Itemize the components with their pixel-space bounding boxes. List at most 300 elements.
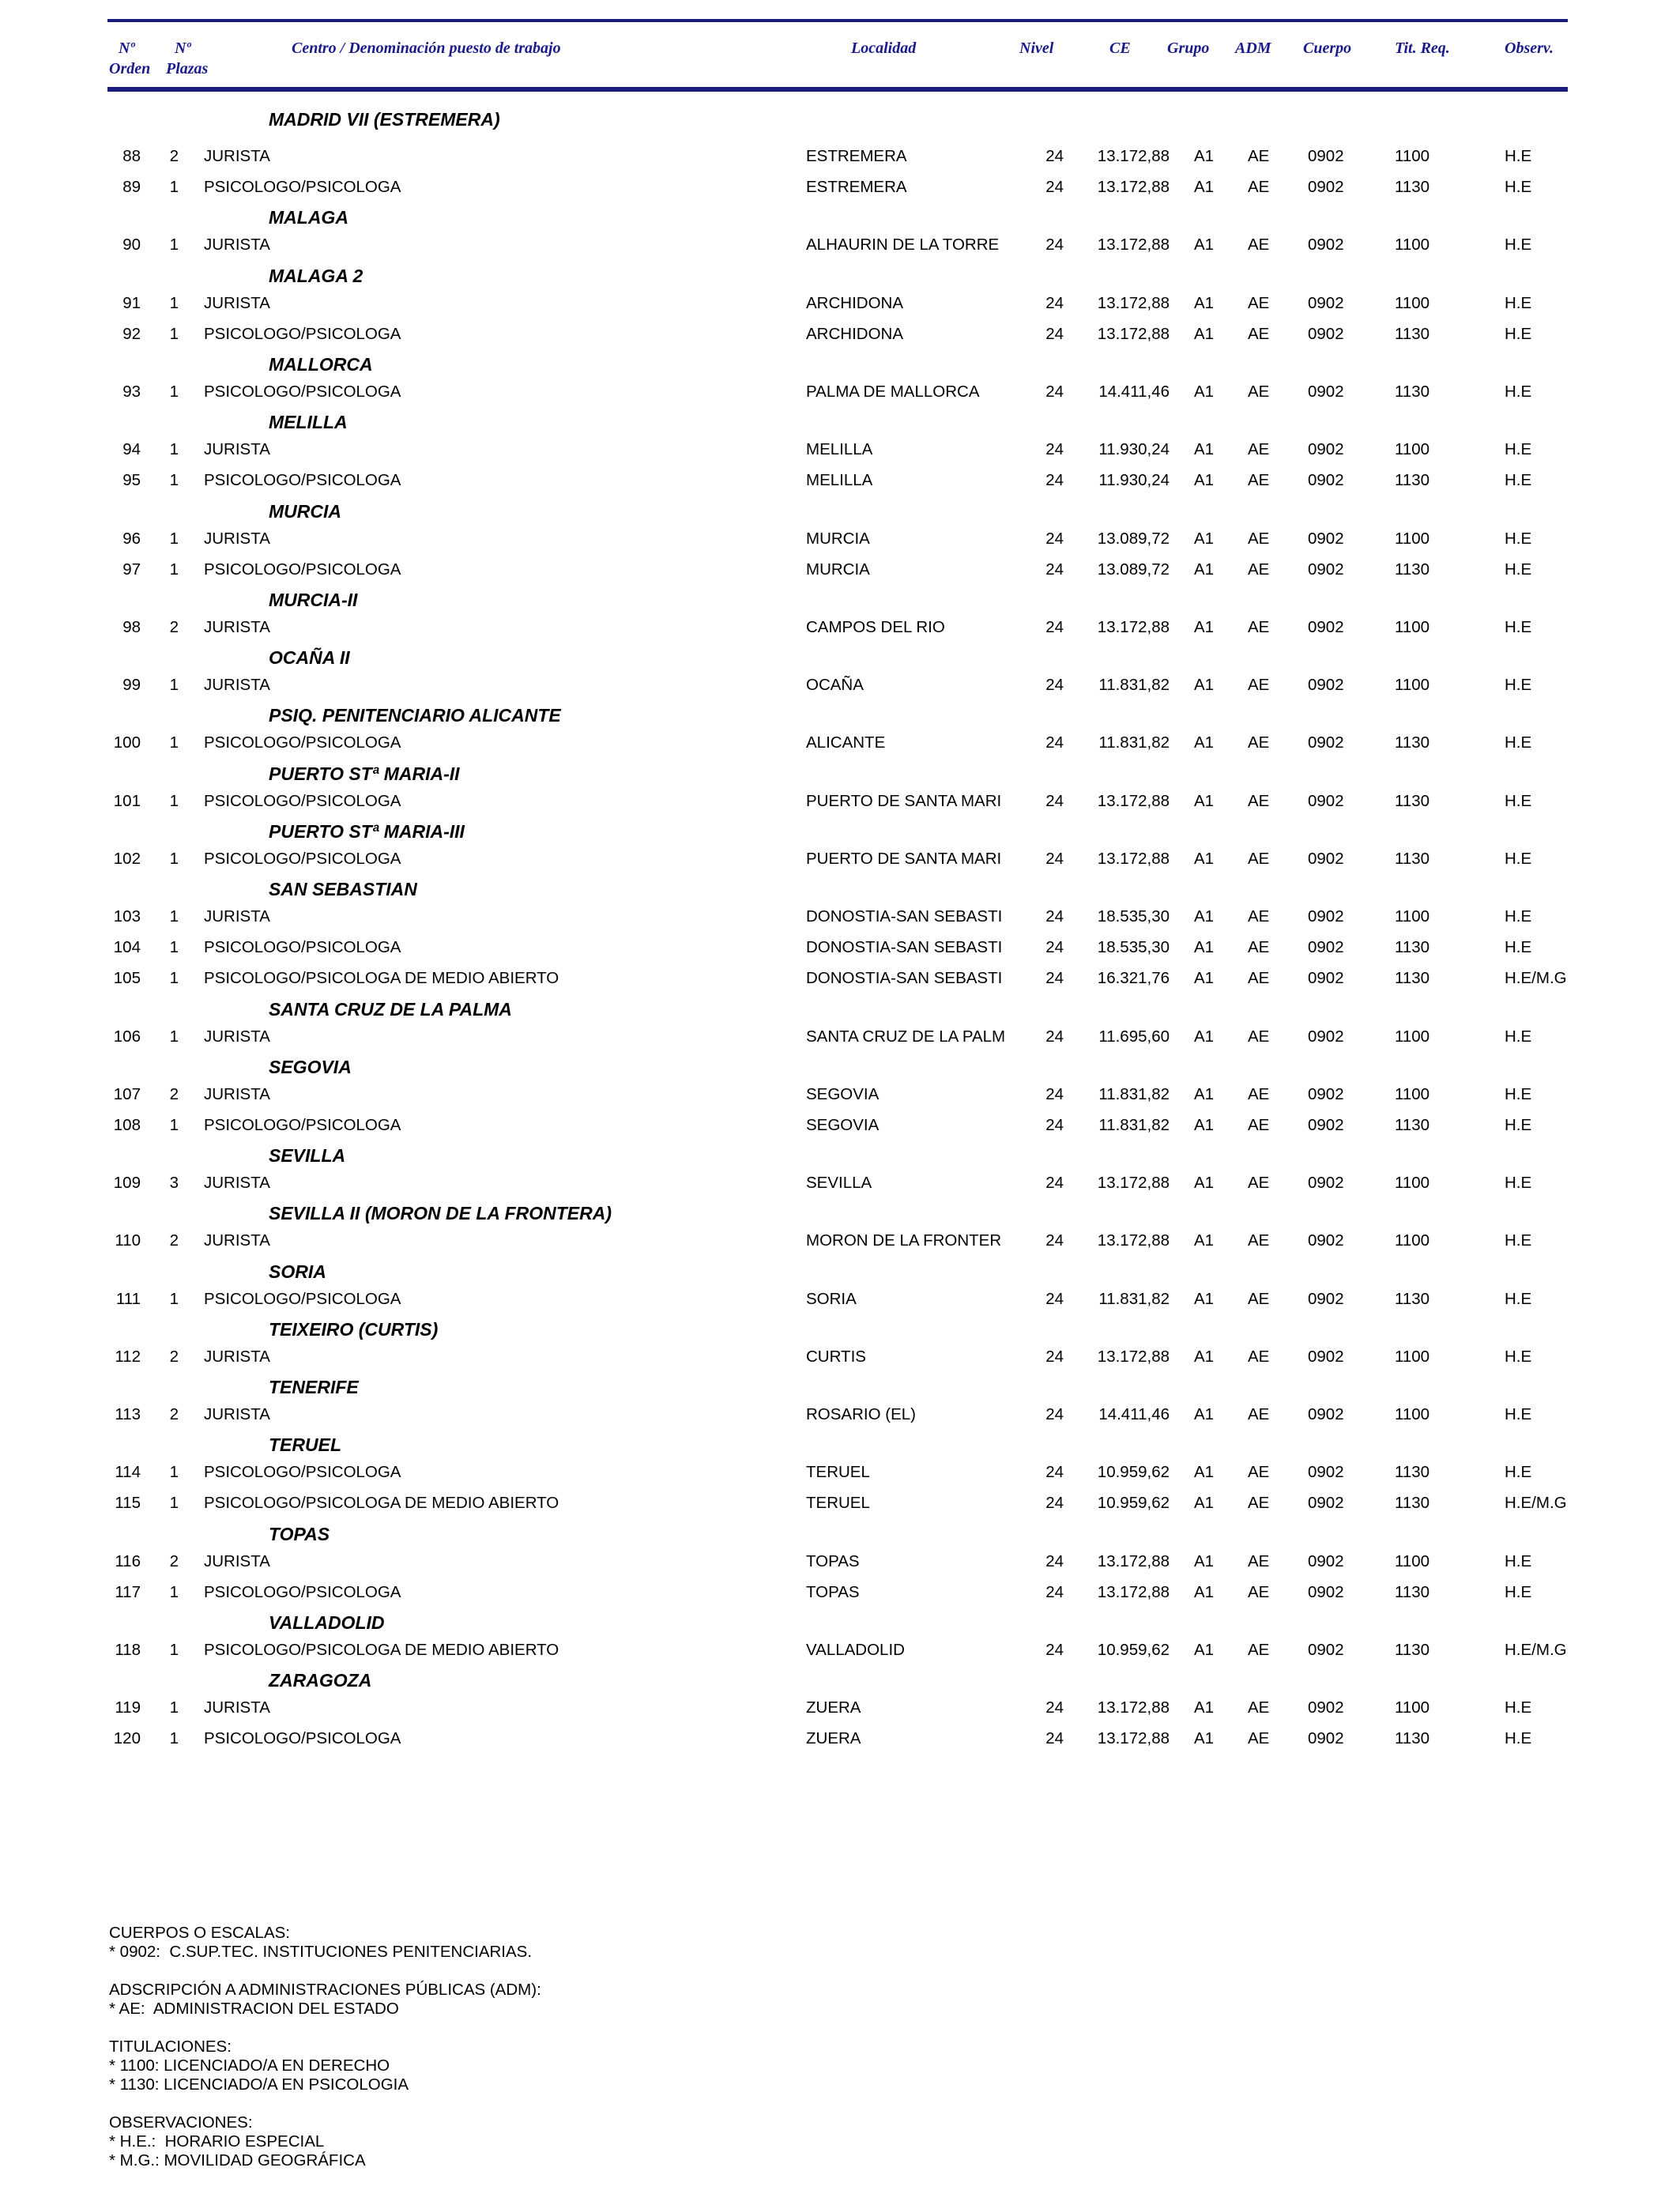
cell-tit: 1130 — [1395, 969, 1430, 988]
cell-observ: H.E — [1505, 471, 1532, 490]
cell-plazas: 2 — [169, 1084, 179, 1103]
cell-localidad: ALICANTE — [806, 733, 886, 752]
cell-ce: 13.172,88 — [1097, 324, 1170, 343]
cell-plazas: 1 — [169, 1494, 179, 1513]
cell-orden: 120 — [113, 1729, 141, 1748]
cell-orden: 90 — [122, 236, 141, 254]
col-header-adm: ADM — [1235, 40, 1271, 57]
cell-cuerpo: 0902 — [1308, 618, 1344, 636]
cell-grupo: A1 — [1194, 733, 1215, 752]
cell-grupo: A1 — [1194, 1551, 1215, 1570]
cell-nivel: 24 — [1045, 178, 1064, 197]
cell-cuerpo: 0902 — [1308, 1551, 1344, 1570]
cell-ce: 16.321,76 — [1097, 969, 1170, 988]
cell-nivel: 24 — [1045, 1641, 1064, 1659]
col-header-plazas-line2: Plazas — [166, 60, 209, 77]
cell-observ: H.E — [1505, 1116, 1532, 1134]
center-title: SAN SEBASTIAN — [269, 879, 417, 899]
cell-observ: H.E — [1505, 324, 1532, 343]
cell-adm: AE — [1248, 1027, 1270, 1046]
cell-puesto: JURISTA — [204, 1084, 270, 1103]
cell-tit: 1130 — [1395, 178, 1430, 197]
cell-adm: AE — [1248, 178, 1270, 197]
legend — [109, 1924, 541, 2189]
cell-grupo: A1 — [1194, 324, 1215, 343]
cell-observ: H.E — [1505, 1698, 1532, 1717]
cell-adm: AE — [1248, 618, 1270, 636]
cell-grupo: A1 — [1194, 178, 1215, 197]
cell-tit: 1130 — [1395, 938, 1430, 957]
center-title: TEIXEIRO (CURTIS) — [269, 1318, 439, 1340]
cell-tit: 1130 — [1395, 1463, 1430, 1482]
cell-adm: AE — [1248, 529, 1270, 548]
legend-entry: * 1130: LICENCIADO/A EN PSICOLOGIA — [109, 2075, 409, 2094]
cell-ce: 18.535,30 — [1097, 938, 1170, 957]
cell-adm: AE — [1248, 849, 1270, 868]
cell-tit: 1130 — [1395, 471, 1430, 490]
cell-grupo: A1 — [1194, 1116, 1215, 1134]
cell-cuerpo: 0902 — [1308, 1494, 1344, 1513]
cell-orden: 97 — [122, 560, 141, 579]
legend-block — [109, 1924, 541, 1962]
cell-orden: 96 — [122, 529, 141, 548]
cell-nivel: 24 — [1045, 969, 1064, 988]
cell-grupo: A1 — [1194, 383, 1215, 401]
cell-plazas: 1 — [169, 529, 179, 548]
cell-grupo: A1 — [1194, 907, 1215, 925]
cell-ce: 10.959,62 — [1097, 1641, 1170, 1659]
cell-puesto: PSICOLOGO/PSICOLOGA — [204, 1116, 401, 1134]
cell-nivel: 24 — [1045, 1231, 1064, 1250]
cell-cuerpo: 0902 — [1308, 1116, 1344, 1134]
cell-adm: AE — [1248, 293, 1270, 312]
cell-tit: 1100 — [1395, 618, 1430, 636]
cell-observ: H.E — [1505, 440, 1532, 459]
cell-grupo: A1 — [1194, 1641, 1215, 1659]
cell-adm: AE — [1248, 1347, 1270, 1366]
cell-cuerpo: 0902 — [1308, 907, 1344, 925]
cell-ce: 14.411,46 — [1098, 383, 1170, 401]
cell-nivel: 24 — [1045, 529, 1064, 548]
cell-cuerpo: 0902 — [1308, 1347, 1344, 1366]
center-title: MURCIA-II — [269, 590, 358, 610]
cell-localidad: MELILLA — [806, 471, 873, 490]
cell-plazas: 1 — [169, 324, 179, 343]
cell-orden: 108 — [113, 1116, 141, 1134]
cell-orden: 99 — [122, 676, 141, 695]
cell-tit: 1100 — [1395, 1347, 1430, 1366]
center-title: MURCIA — [269, 500, 341, 522]
cell-puesto: JURISTA — [204, 440, 270, 459]
cell-localidad: PUERTO DE SANTA MARI — [806, 791, 1002, 810]
cell-cuerpo: 0902 — [1308, 733, 1344, 752]
cell-cuerpo: 0902 — [1308, 969, 1344, 988]
cell-ce: 18.535,30 — [1097, 907, 1170, 925]
cell-tit: 1100 — [1395, 147, 1430, 165]
center-title: SEVILLA II (MORON DE LA FRONTERA) — [269, 1203, 612, 1224]
cell-puesto: PSICOLOGO/PSICOLOGA — [204, 1289, 401, 1308]
cell-observ: H.E/M.G — [1505, 1641, 1567, 1659]
legend-entry: * M.G.: MOVILIDAD GEOGRÁFICA — [109, 2151, 366, 2169]
col-header-orden-line1: Nº — [119, 40, 135, 57]
cell-ce: 13.172,88 — [1097, 1174, 1170, 1193]
cell-localidad: OCAÑA — [806, 676, 864, 695]
cell-observ: H.E — [1505, 1405, 1532, 1423]
cell-plazas: 3 — [169, 1174, 179, 1193]
col-header-orden-line2: Orden — [109, 60, 151, 77]
cell-nivel: 24 — [1045, 849, 1064, 868]
cell-grupo: A1 — [1194, 471, 1215, 490]
cell-puesto: PSICOLOGO/PSICOLOGA — [204, 1729, 401, 1748]
cell-puesto: PSICOLOGO/PSICOLOGA — [204, 560, 401, 579]
cell-adm: AE — [1248, 1289, 1270, 1308]
cell-cuerpo: 0902 — [1308, 676, 1344, 695]
cell-localidad: PALMA DE MALLORCA — [806, 383, 980, 401]
cell-observ: H.E — [1505, 1231, 1532, 1250]
cell-tit: 1130 — [1395, 1494, 1430, 1513]
cell-orden: 110 — [115, 1231, 141, 1250]
cell-plazas: 1 — [169, 1698, 179, 1717]
cell-puesto: PSICOLOGO/PSICOLOGA — [204, 1463, 401, 1482]
legend-heading: TITULACIONES: — [109, 2038, 232, 2056]
cell-adm: AE — [1248, 471, 1270, 490]
col-header-tit-req: Tit. Req. — [1395, 40, 1450, 57]
cell-grupo: A1 — [1194, 1494, 1215, 1513]
cell-cuerpo: 0902 — [1308, 440, 1344, 459]
cell-tit: 1100 — [1395, 1027, 1430, 1046]
cell-tit: 1130 — [1395, 324, 1430, 343]
legend-entry: * 1100: LICENCIADO/A EN DERECHO — [109, 2056, 390, 2075]
cell-observ: H.E — [1505, 733, 1532, 752]
cell-grupo: A1 — [1194, 676, 1215, 695]
cell-observ: H.E — [1505, 293, 1532, 312]
cell-adm: AE — [1248, 938, 1270, 957]
cell-nivel: 24 — [1045, 1084, 1064, 1103]
cell-grupo: A1 — [1194, 849, 1215, 868]
cell-orden: 95 — [122, 471, 141, 490]
cell-puesto: PSICOLOGO/PSICOLOGA — [204, 791, 401, 810]
cell-tit: 1130 — [1395, 1582, 1430, 1601]
legend-heading: OBSERVACIONES: — [109, 2113, 253, 2132]
center-title: TENERIFE — [269, 1377, 359, 1397]
cell-adm: AE — [1248, 791, 1270, 810]
cell-nivel: 24 — [1045, 440, 1064, 459]
cell-nivel: 24 — [1045, 1551, 1064, 1570]
center-title: SORIA — [269, 1261, 326, 1282]
cell-localidad: ZUERA — [806, 1729, 861, 1748]
cell-orden: 91 — [122, 293, 141, 312]
cell-observ: H.E — [1505, 529, 1532, 548]
cell-orden: 116 — [115, 1551, 141, 1570]
cell-ce: 13.172,88 — [1097, 1582, 1170, 1601]
cell-observ: H.E — [1505, 236, 1532, 254]
cell-tit: 1100 — [1395, 440, 1430, 459]
cell-localidad: SANTA CRUZ DE LA PALM — [806, 1027, 1006, 1046]
cell-nivel: 24 — [1045, 733, 1064, 752]
cell-localidad: ZUERA — [806, 1698, 861, 1717]
cell-observ: H.E — [1505, 1289, 1532, 1308]
center-title: SANTA CRUZ DE LA PALMA — [269, 998, 512, 1020]
cell-adm: AE — [1248, 1641, 1270, 1659]
cell-tit: 1100 — [1395, 1174, 1430, 1193]
cell-localidad: ALHAURIN DE LA TORRE — [806, 236, 1000, 254]
cell-puesto: PSICOLOGO/PSICOLOGA — [204, 733, 401, 752]
cell-observ: H.E — [1505, 383, 1532, 401]
cell-grupo: A1 — [1194, 1347, 1215, 1366]
cell-grupo: A1 — [1194, 1174, 1215, 1193]
cell-plazas: 1 — [169, 383, 179, 401]
cell-observ: H.E — [1505, 618, 1532, 636]
cell-localidad: ESTREMERA — [806, 178, 907, 197]
cell-adm: AE — [1248, 440, 1270, 459]
cell-ce: 11.831,82 — [1098, 1084, 1170, 1103]
cell-orden: 107 — [113, 1084, 141, 1103]
cell-ce: 13.172,88 — [1097, 791, 1170, 810]
cell-nivel: 24 — [1045, 560, 1064, 579]
cell-plazas: 1 — [169, 560, 179, 579]
cell-observ: H.E — [1505, 849, 1532, 868]
cell-tit: 1100 — [1395, 293, 1430, 312]
cell-localidad: SEGOVIA — [806, 1116, 880, 1134]
cell-puesto: JURISTA — [204, 618, 270, 636]
cell-plazas: 2 — [169, 1551, 179, 1570]
cell-ce: 13.172,88 — [1097, 1347, 1170, 1366]
cell-observ: H.E — [1505, 1084, 1532, 1103]
cell-tit: 1100 — [1395, 676, 1430, 695]
cell-tit: 1100 — [1395, 1551, 1430, 1570]
cell-grupo: A1 — [1194, 618, 1215, 636]
center-title: MADRID VII (ESTREMERA) — [269, 109, 500, 130]
legend-heading: CUERPOS O ESCALAS: — [109, 1924, 290, 1942]
center-title: VALLADOLID — [269, 1612, 385, 1633]
cell-tit: 1130 — [1395, 791, 1430, 810]
cell-orden: 93 — [122, 383, 141, 401]
cell-puesto: PSICOLOGO/PSICOLOGA — [204, 471, 401, 490]
cell-orden: 88 — [122, 147, 141, 165]
cell-tit: 1130 — [1395, 849, 1430, 868]
cell-puesto: PSICOLOGO/PSICOLOGA DE MEDIO ABIERTO — [204, 1494, 559, 1513]
cell-plazas: 2 — [169, 618, 179, 636]
cell-tit: 1130 — [1395, 1116, 1430, 1134]
cell-localidad: ARCHIDONA — [806, 324, 904, 343]
cell-plazas: 2 — [169, 1347, 179, 1366]
cell-grupo: A1 — [1194, 1582, 1215, 1601]
center-title: MALLORCA — [269, 354, 373, 375]
cell-observ: H.E — [1505, 178, 1532, 197]
cell-ce: 13.172,88 — [1097, 849, 1170, 868]
cell-nivel: 24 — [1045, 1698, 1064, 1717]
cell-nivel: 24 — [1045, 1463, 1064, 1482]
cell-plazas: 1 — [169, 938, 179, 957]
cell-cuerpo: 0902 — [1308, 1463, 1344, 1482]
cell-cuerpo: 0902 — [1308, 1405, 1344, 1423]
center-title: SEGOVIA — [269, 1056, 352, 1077]
cell-plazas: 1 — [169, 236, 179, 254]
cell-ce: 11.831,82 — [1098, 676, 1170, 695]
center-title: ZARAGOZA — [269, 1670, 372, 1691]
cell-ce: 11.831,82 — [1098, 733, 1170, 752]
cell-plazas: 2 — [169, 147, 179, 165]
cell-nivel: 24 — [1045, 1174, 1064, 1193]
cell-cuerpo: 0902 — [1308, 938, 1344, 957]
cell-nivel: 24 — [1045, 383, 1064, 401]
cell-nivel: 24 — [1045, 1405, 1064, 1423]
legend-heading: ADSCRIPCIÓN A ADMINISTRACIONES PÚBLICAS (ADM): — [109, 1981, 541, 1999]
cell-orden: 114 — [115, 1463, 141, 1482]
cell-plazas: 2 — [169, 1405, 179, 1423]
cell-cuerpo: 0902 — [1308, 1289, 1344, 1308]
cell-ce: 11.930,24 — [1098, 440, 1170, 459]
cell-grupo: A1 — [1194, 791, 1215, 810]
cell-localidad: MORON DE LA FRONTER — [806, 1231, 1002, 1250]
cell-puesto: JURISTA — [204, 293, 270, 312]
center-title: MALAGA — [269, 207, 348, 228]
cell-observ: H.E — [1505, 1551, 1532, 1570]
legend-block — [109, 1981, 541, 2019]
cell-ce: 13.172,88 — [1097, 293, 1170, 312]
cell-observ: H.E — [1505, 1174, 1532, 1193]
cell-observ: H.E/M.G — [1505, 969, 1567, 988]
cell-observ: H.E — [1505, 791, 1532, 810]
cell-cuerpo: 0902 — [1308, 178, 1344, 197]
cell-localidad: SORIA — [806, 1289, 857, 1308]
cell-adm: AE — [1248, 1084, 1270, 1103]
cell-localidad: CURTIS — [806, 1347, 866, 1366]
cell-orden: 101 — [113, 791, 141, 810]
cell-localidad: MURCIA — [806, 560, 870, 579]
cell-adm: AE — [1248, 907, 1270, 925]
cell-orden: 94 — [122, 440, 141, 459]
cell-cuerpo: 0902 — [1308, 293, 1344, 312]
cell-localidad: TOPAS — [806, 1582, 860, 1601]
cell-orden: 89 — [122, 178, 141, 197]
cell-cuerpo: 0902 — [1308, 1174, 1344, 1193]
cell-nivel: 24 — [1045, 147, 1064, 165]
cell-nivel: 24 — [1045, 676, 1064, 695]
cell-observ: H.E — [1505, 1027, 1532, 1046]
cell-tit: 1100 — [1395, 1698, 1430, 1717]
cell-adm: AE — [1248, 383, 1270, 401]
cell-orden: 98 — [122, 618, 141, 636]
center-title: TERUEL — [269, 1434, 341, 1456]
legend-entry: * 0902: C.SUP.TEC. INSTITUCIONES PENITENCIARIAS. — [109, 1943, 533, 1961]
cell-grupo: A1 — [1194, 529, 1215, 548]
cell-puesto: PSICOLOGO/PSICOLOGA — [204, 849, 401, 868]
cell-grupo: A1 — [1194, 236, 1215, 254]
cell-observ: H.E — [1505, 1347, 1532, 1366]
cell-ce: 13.172,88 — [1097, 618, 1170, 636]
cell-grupo: A1 — [1194, 1231, 1215, 1250]
cell-observ: H.E — [1505, 676, 1532, 695]
cell-nivel: 24 — [1045, 1027, 1064, 1046]
cell-cuerpo: 0902 — [1308, 1231, 1344, 1250]
cell-nivel: 24 — [1045, 324, 1064, 343]
cell-observ: H.E — [1505, 1463, 1532, 1482]
cell-puesto: PSICOLOGO/PSICOLOGA DE MEDIO ABIERTO — [204, 1641, 559, 1659]
cell-puesto: PSICOLOGO/PSICOLOGA — [204, 178, 401, 197]
cell-adm: AE — [1248, 733, 1270, 752]
center-title: MALAGA 2 — [269, 265, 363, 286]
cell-grupo: A1 — [1194, 1698, 1215, 1717]
cell-cuerpo: 0902 — [1308, 236, 1344, 254]
cell-plazas: 1 — [169, 1729, 179, 1748]
cell-nivel: 24 — [1045, 907, 1064, 925]
cell-grupo: A1 — [1194, 560, 1215, 579]
cell-orden: 111 — [115, 1289, 141, 1308]
cell-adm: AE — [1248, 560, 1270, 579]
cell-puesto: JURISTA — [204, 1231, 270, 1250]
cell-cuerpo: 0902 — [1308, 1729, 1344, 1748]
cell-plazas: 1 — [169, 440, 179, 459]
cell-tit: 1130 — [1395, 383, 1430, 401]
cell-cuerpo: 0902 — [1308, 529, 1344, 548]
cell-tit: 1130 — [1395, 560, 1430, 579]
cell-cuerpo: 0902 — [1308, 324, 1344, 343]
cell-cuerpo: 0902 — [1308, 1084, 1344, 1103]
cell-nivel: 24 — [1045, 1289, 1064, 1308]
cell-orden: 118 — [115, 1641, 141, 1659]
cell-localidad: ROSARIO (EL) — [806, 1405, 916, 1423]
cell-localidad: TOPAS — [806, 1551, 860, 1570]
cell-puesto: JURISTA — [204, 147, 270, 165]
center-title: PUERTO STª MARIA-III — [269, 820, 465, 842]
cell-adm: AE — [1248, 969, 1270, 988]
cell-grupo: A1 — [1194, 969, 1215, 988]
cell-plazas: 1 — [169, 1582, 179, 1601]
cell-plazas: 1 — [169, 1289, 179, 1308]
cell-cuerpo: 0902 — [1308, 1641, 1344, 1659]
cell-nivel: 24 — [1045, 1582, 1064, 1601]
cell-cuerpo: 0902 — [1308, 383, 1344, 401]
cell-tit: 1130 — [1395, 1729, 1430, 1748]
cell-puesto: JURISTA — [204, 236, 270, 254]
cell-grupo: A1 — [1194, 1405, 1215, 1423]
cell-puesto: JURISTA — [204, 1347, 270, 1366]
col-header-localidad: Localidad — [851, 40, 917, 57]
cell-localidad: CAMPOS DEL RIO — [806, 618, 945, 636]
cell-nivel: 24 — [1045, 1347, 1064, 1366]
cell-plazas: 1 — [169, 1116, 179, 1134]
cell-tit: 1130 — [1395, 1641, 1430, 1659]
cell-puesto: JURISTA — [204, 1405, 270, 1423]
cell-ce: 10.959,62 — [1097, 1494, 1170, 1513]
cell-ce: 13.172,88 — [1097, 178, 1170, 197]
cell-plazas: 1 — [169, 791, 179, 810]
cell-puesto: JURISTA — [204, 529, 270, 548]
cell-plazas: 1 — [169, 733, 179, 752]
cell-ce: 13.172,88 — [1097, 1551, 1170, 1570]
cell-tit: 1100 — [1395, 907, 1430, 925]
cell-tit: 1100 — [1395, 1231, 1430, 1250]
cell-nivel: 24 — [1045, 293, 1064, 312]
cell-puesto: JURISTA — [204, 1551, 270, 1570]
col-header-orden — [109, 38, 151, 79]
cell-nivel: 24 — [1045, 791, 1064, 810]
cell-ce: 13.172,88 — [1097, 1698, 1170, 1717]
cell-tit: 1100 — [1395, 1405, 1430, 1423]
cell-puesto: JURISTA — [204, 1174, 270, 1193]
cell-observ: H.E — [1505, 1582, 1532, 1601]
cell-adm: AE — [1248, 1494, 1270, 1513]
cell-plazas: 1 — [169, 969, 179, 988]
cell-adm: AE — [1248, 1729, 1270, 1748]
cell-adm: AE — [1248, 1551, 1270, 1570]
cell-plazas: 2 — [169, 1231, 179, 1250]
cell-localidad: SEVILLA — [806, 1174, 872, 1193]
cell-orden: 117 — [115, 1582, 141, 1601]
cell-cuerpo: 0902 — [1308, 147, 1344, 165]
cell-orden: 100 — [113, 733, 141, 752]
